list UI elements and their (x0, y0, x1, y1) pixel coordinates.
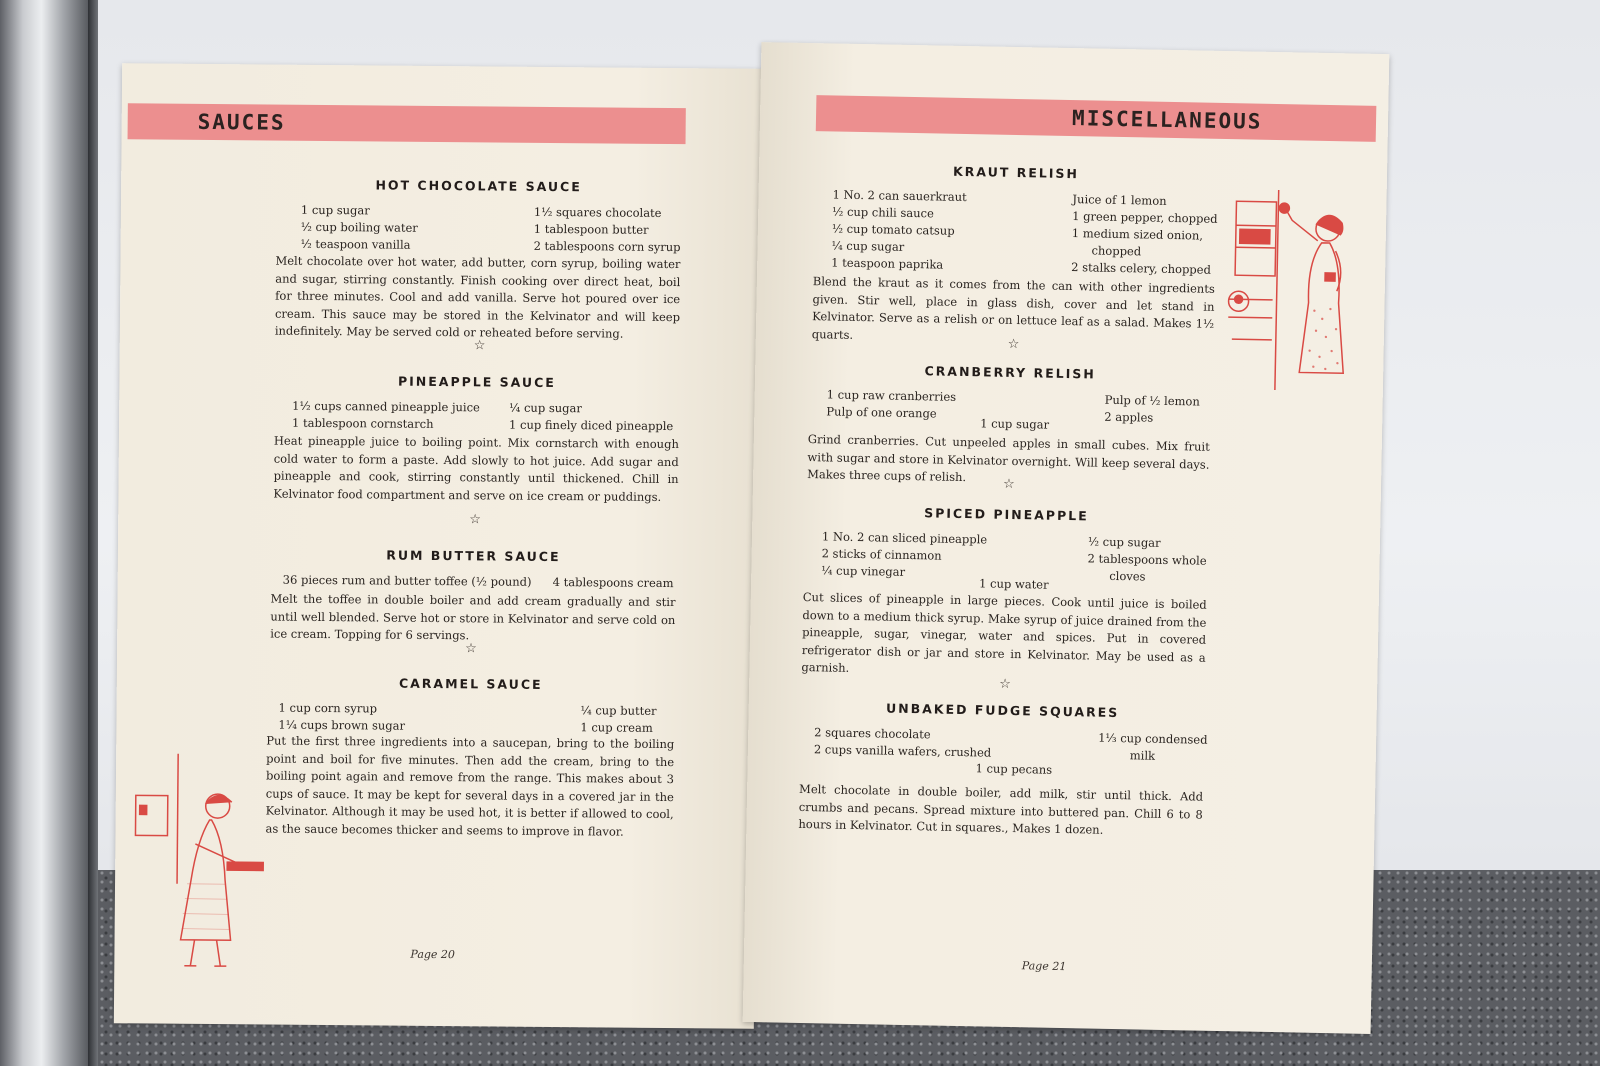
ingredient: 1 cup corn syrup (278, 700, 378, 716)
ingredient: ½ cup tomato catsup (831, 221, 955, 238)
ingredient: 2 tablespoons corn syrup (533, 238, 681, 255)
ingredient: ¼ cup butter (580, 703, 657, 718)
ingredient: 1 cup finely diced pineapple (509, 417, 674, 434)
ingredient: Pulp of one orange (826, 404, 937, 421)
ingredient: 1⅓ cup condensed (1098, 730, 1208, 747)
woman-at-cupboard-illustration (1217, 189, 1361, 392)
ingredient: 1 cup sugar (300, 202, 370, 218)
recipe-hot-chocolate-sauce (274, 177, 682, 341)
ingredient: 1 No. 2 can sliced pineapple (821, 529, 988, 547)
section-banner-right (816, 95, 1377, 142)
ingredient: 2 tablespoons whole (1087, 551, 1207, 568)
ingredient: ½ teaspoon vanilla (300, 236, 411, 252)
recipe-title: CRANBERRY RELISH (924, 363, 1096, 382)
recipe-rum-butter-sauce (270, 547, 676, 643)
ingredient: 1½ squares chocolate (533, 204, 662, 220)
ingredient: 1 green pepper, chopped (1072, 209, 1218, 226)
ingredient: ½ cup sugar (1087, 534, 1161, 550)
ingredient: 2 apples (1104, 409, 1154, 425)
ingredient: 1 tablespoon cornstarch (292, 415, 434, 431)
ingredient: ½ cup boiling water (300, 219, 418, 235)
recipe-pineapple-sauce (273, 373, 680, 504)
section-banner-left (128, 103, 686, 144)
ingredient: 2 cups vanilla wafers, crushed (813, 742, 992, 760)
ingredient: 1 cup water (978, 576, 1049, 592)
recipe-directions: Grind cranberries. Cut unpeeled apples in small cubes. Mix fruit with sugar and store in Kelvinator overnight. Will keep several days. Makes three cups of relish. (807, 432, 1210, 485)
ingredient-list (803, 528, 1208, 598)
ingredient: 1¼ cups brown sugar (278, 717, 406, 733)
ingredient: ¼ cup vinegar (821, 563, 906, 579)
ingredient-list (808, 386, 1211, 438)
recipe-title: CARAMEL SAUCE (398, 675, 543, 692)
ingredient: Pulp of ½ lemon (1104, 392, 1200, 409)
recipe-directions: Heat pineapple juice to boiling point. Mix cornstarch with enough cold water to form a paste. Add slowly to hot juice. Add sugar and pineapple and cook, stirring constantly until thickened. Chill in Kelvinator food compartment and serve on ice cream or puddings. (273, 433, 679, 504)
ingredient-list (799, 724, 1208, 780)
recipe-directions: Melt chocolate over hot water, add butter, corn syrup, boiling water and sugar, stirring constantly. Finish cooking over direct heat, boil for three minutes. Cool and add vanilla. Serve hot poured over ice cream. This sauce may be stored in the Kelvinator and will keep indefinitely. May be served cold or reheated before serving. (274, 253, 681, 341)
ingredient: ¼ cup sugar (831, 238, 905, 254)
ingredient: 2 sticks of cinnamon (821, 546, 942, 563)
star-separator-icon: ☆ (473, 338, 486, 354)
ingredient: 4 tablespoons cream (552, 575, 674, 591)
ingredient: cloves (1109, 568, 1146, 584)
ingredient-list (274, 398, 679, 438)
ingredient: 2 stalks celery, chopped (1071, 260, 1212, 277)
recipe-spiced-pineapple (801, 503, 1209, 675)
woman-serving-tray-illustration (124, 743, 276, 974)
ingredient: 1 cup sugar (980, 416, 1050, 432)
ingredient: 1 cup pecans (975, 761, 1053, 777)
binder-spine (0, 0, 92, 1066)
star-separator-icon: ☆ (999, 676, 1011, 692)
recipe-directions: Put the first three ingredients into a saucepan, bring to the boiling point and boil for five minutes. Then add the cream, bring to the boiling point again and remove from the range. This makes about 3 cups of sauce. It may be kept for several days in a covered jar in the Kelvinator. Although it may be used hot, it is better if allowed to cool, as the sauce becomes thicker and seems to improve in flavor. (265, 733, 675, 839)
ingredient: ½ cup chili sauce (832, 204, 934, 221)
recipe-title: UNBAKED FUDGE SQUARES (885, 700, 1120, 721)
ingredient: Juice of 1 lemon (1072, 192, 1167, 208)
ingredient: milk (1129, 748, 1156, 763)
section-title-sauces: SAUCES (197, 109, 286, 135)
recipe-title: KRAUT RELISH (952, 163, 1080, 182)
recipe-directions: Melt the toffee in double boiler and add cream gradually and stir until well blended. Serve hot or store in Kelvinator and serve cold on ice cream. Topping for 6 servings. (270, 591, 676, 643)
star-separator-icon: ☆ (1002, 476, 1015, 493)
recipe-unbaked-fudge-squares (798, 699, 1208, 837)
ingredient-list (276, 202, 681, 260)
recipe-kraut-relish (811, 161, 1218, 342)
page-number: Page 21 (1021, 959, 1067, 974)
ingredient: ¼ cup sugar (509, 400, 582, 416)
section-title-miscellaneous: MISCELLANEOUS (1071, 106, 1263, 134)
ingredient: 1 cup cream (580, 720, 653, 735)
ingredient: chopped (1091, 243, 1142, 259)
page-number: Page 20 (410, 947, 456, 962)
recipe-directions: Blend the kraut as it comes from the can with other ingredients given. Stir well, place in glass dish, cover and let stand in Kelvinator. Serve as a relish or on lettuce leaf as a salad. Makes 1½ quarts. (811, 274, 1215, 342)
ingredient-list (813, 186, 1217, 280)
star-separator-icon: ☆ (465, 641, 477, 657)
recipe-title: SPICED PINEAPPLE (924, 505, 1089, 524)
recipe-cranberry-relish (807, 361, 1211, 485)
ingredient: 2 squares chocolate (814, 725, 931, 742)
binder-edge (88, 0, 98, 1066)
star-separator-icon: ☆ (469, 512, 481, 528)
star-separator-icon: ☆ (1007, 336, 1020, 353)
ingredient: 1 No. 2 can sauerkraut (832, 187, 967, 205)
recipe-title: PINEAPPLE SAUCE (397, 373, 556, 391)
recipe-caramel-sauce (265, 675, 675, 839)
recipe-title: RUM BUTTER SAUCE (386, 547, 561, 565)
right-page (743, 42, 1390, 1034)
ingredient: 1 medium sized onion, (1071, 226, 1204, 243)
ingredient: 36 pieces rum and butter toffee (½ pound) (282, 572, 532, 589)
ingredient-list (271, 572, 676, 594)
ingredient: 1½ cups canned pineapple juice (292, 398, 480, 415)
recipe-directions: Cut slices of pineapple in large pieces. Cook until juice is boiled down to a medium thick syrup. Make syrup of juice drained from the pineapple, sugar, vinegar, water and spices. Put in covered refrigerator dish or jar and store in Kelvinator. May be used as a garnish. (801, 589, 1207, 675)
left-page (114, 63, 762, 1029)
ingredient: 1 teaspoon paprika (831, 255, 944, 272)
recipe-directions: Melt chocolate in double boiler, add milk, stir until thick. Add crumbs and pecans. Spread mixture into buttered pan. Chill 6 to 8 hours in Kelvinator. Cut in squares., Makes 1 dozen. (798, 781, 1204, 837)
ingredient: 1 tablespoon butter (533, 221, 649, 237)
ingredient: 1 cup raw cranberries (826, 387, 957, 404)
recipe-title: HOT CHOCOLATE SAUCE (375, 177, 582, 195)
